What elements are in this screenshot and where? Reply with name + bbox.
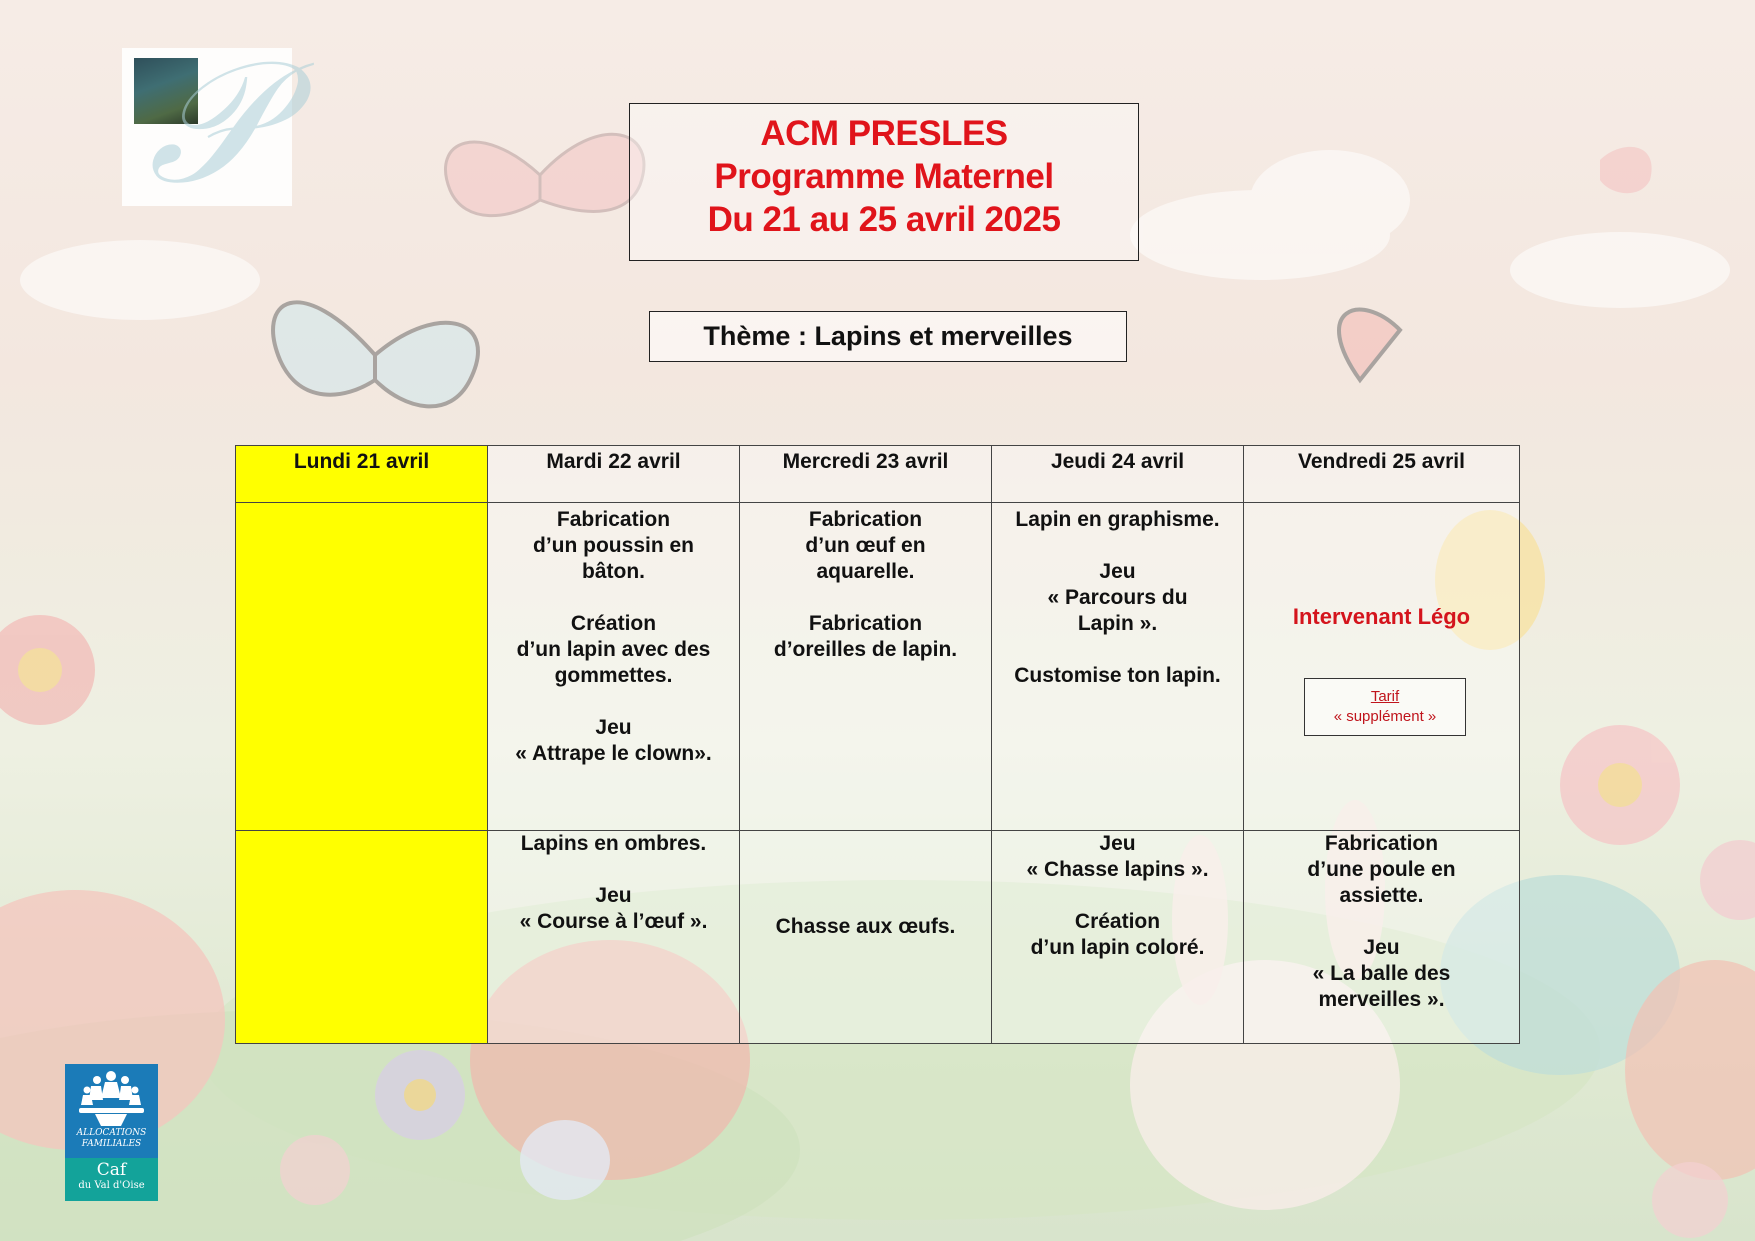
cell-mercredi-morning bbox=[740, 503, 992, 831]
title-box bbox=[629, 103, 1139, 261]
cell-vendredi-afternoon bbox=[1244, 831, 1520, 1044]
mardi-afternoon-activities: Lapins en ombres. Jeu « Course à l’œuf ». bbox=[519, 832, 708, 933]
day-header-lundi: Lundi 21 avril bbox=[236, 446, 488, 503]
cell-jeudi-morning bbox=[992, 503, 1244, 831]
tarif-box bbox=[1304, 678, 1466, 736]
caf-region: du Val d'Oise bbox=[78, 1180, 145, 1191]
caf-alloc-text: ALLOCATIONS FAMILIALES bbox=[76, 1128, 147, 1149]
day-header-vendredi: Vendredi 25 avril bbox=[1244, 446, 1520, 503]
cell-mercredi-afternoon bbox=[740, 831, 992, 1044]
cell-jeudi-afternoon bbox=[992, 831, 1244, 1044]
title-line-2: Programme Maternel bbox=[714, 157, 1054, 196]
title-line-1: ACM PRESLES bbox=[760, 114, 1008, 153]
caf-name: Caf bbox=[96, 1160, 127, 1180]
tarif-note: « supplément » bbox=[1333, 708, 1437, 725]
title-line-3: Du 21 au 25 avril 2025 bbox=[707, 200, 1061, 239]
intervenant-lego: Intervenant Légo bbox=[1292, 604, 1471, 629]
jeudi-afternoon-activities: Jeu « Chasse lapins ». Création d’un lapin coloré. bbox=[1026, 832, 1209, 959]
day-header-row bbox=[236, 446, 1520, 503]
schedule-table bbox=[235, 445, 1520, 1044]
caf-name-band bbox=[65, 1158, 158, 1201]
morning-row bbox=[236, 503, 1520, 831]
day-header-mardi: Mardi 22 avril bbox=[488, 446, 740, 503]
mercredi-morning-activities: Fabrication d’un œuf en aquarelle. Fabrication d’oreilles de lapin. bbox=[773, 508, 958, 661]
tarif-link[interactable]: Tarif bbox=[1370, 688, 1400, 705]
cell-mardi-afternoon bbox=[488, 831, 740, 1044]
mercredi-afternoon-activities: Chasse aux œufs. bbox=[775, 915, 956, 938]
presles-p-monogram: 𝒫 bbox=[148, 24, 271, 222]
cell-mardi-morning bbox=[488, 503, 740, 831]
caf-family-icon bbox=[75, 1068, 148, 1128]
vendredi-afternoon-activities: Fabrication d’une poule en assiette. Jeu « La balle des merveilles ». bbox=[1307, 832, 1456, 1011]
cell-vendredi-morning bbox=[1244, 503, 1520, 831]
cell-lundi-afternoon bbox=[236, 831, 488, 1044]
mardi-morning-activities: Fabrication d’un poussin en bâton. Création d’un lapin avec des gommettes. Jeu « Attrape le clown». bbox=[515, 508, 712, 765]
day-header-jeudi: Jeudi 24 avril bbox=[992, 446, 1244, 503]
presles-logo bbox=[122, 24, 292, 222]
caf-logo bbox=[65, 1064, 158, 1201]
day-header-mercredi: Mercredi 23 avril bbox=[740, 446, 992, 503]
afternoon-row bbox=[236, 831, 1520, 1044]
theme-box: Thème : Lapins et merveilles bbox=[649, 311, 1127, 362]
jeudi-morning-activities: Lapin en graphisme. Jeu « Parcours du Lapin ». Customise ton lapin. bbox=[1014, 508, 1221, 687]
cell-lundi-morning bbox=[236, 503, 488, 831]
